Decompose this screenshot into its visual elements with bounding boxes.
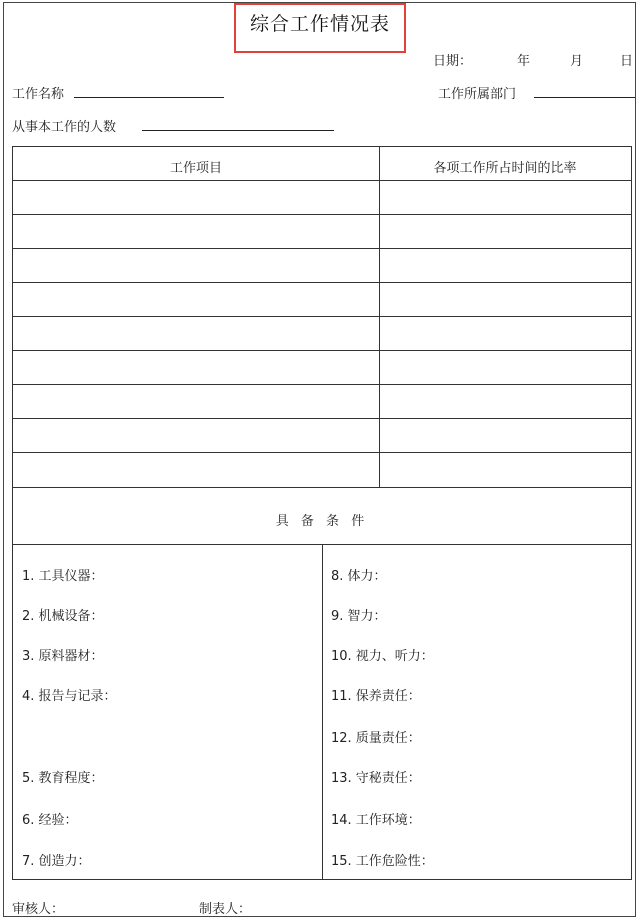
row-line — [13, 214, 631, 215]
headcount-field[interactable] — [142, 130, 334, 131]
conditions-divider — [322, 544, 323, 880]
date-day: 日 — [620, 54, 634, 69]
department-label: 工作所属部门 — [438, 87, 517, 102]
condition-item: 15. 工作危险性： — [331, 854, 434, 869]
row-line — [13, 350, 631, 351]
preparer-label: 制表人： — [199, 902, 252, 917]
row-line — [13, 418, 631, 419]
condition-item: 14. 工作环境： — [331, 813, 421, 828]
work-item-header: 工作项目 — [169, 161, 222, 176]
condition-item: 12. 质量责任： — [331, 731, 421, 746]
date-label: 日期： — [433, 54, 473, 69]
headcount-label: 从事本工作的人数 — [12, 120, 117, 135]
section-divider — [13, 487, 631, 488]
work-table — [12, 146, 632, 880]
condition-item: 13. 守秘责任： — [331, 771, 421, 786]
row-line — [13, 248, 631, 249]
row-line — [13, 316, 631, 317]
conditions-section-title: 具 备 条 件 — [275, 514, 369, 529]
date-month: 月 — [570, 54, 584, 69]
condition-item: 9. 智力： — [331, 609, 387, 624]
condition-item: 1. 工具仪器： — [22, 569, 104, 584]
condition-item: 3. 原料器材： — [22, 649, 104, 664]
condition-item: 6. 经验： — [22, 813, 78, 828]
department-field[interactable] — [534, 97, 635, 98]
condition-item: 5. 教育程度： — [22, 771, 104, 786]
date-year: 年 — [517, 54, 531, 69]
time-ratio-header: 各项工作所占时间的比率 — [433, 161, 577, 176]
job-name-field[interactable] — [74, 97, 224, 98]
reviewer-label: 审核人： — [12, 902, 65, 917]
column-divider — [379, 147, 380, 487]
row-line — [13, 282, 631, 283]
condition-item: 7. 创造力： — [22, 854, 91, 869]
condition-item: 2. 机械设备： — [22, 609, 104, 624]
form-title: 综合工作情况表 — [249, 13, 390, 35]
condition-item: 4. 报告与记录： — [22, 689, 117, 704]
row-line — [13, 452, 631, 453]
job-name-label: 工作名称 — [12, 87, 65, 102]
row-line — [13, 384, 631, 385]
condition-item: 10. 视力、听力： — [331, 649, 434, 664]
condition-item: 11. 保养责任： — [331, 689, 421, 704]
row-line — [13, 180, 631, 181]
condition-item: 8. 体力： — [331, 569, 387, 584]
title-highlight-box — [234, 3, 406, 53]
